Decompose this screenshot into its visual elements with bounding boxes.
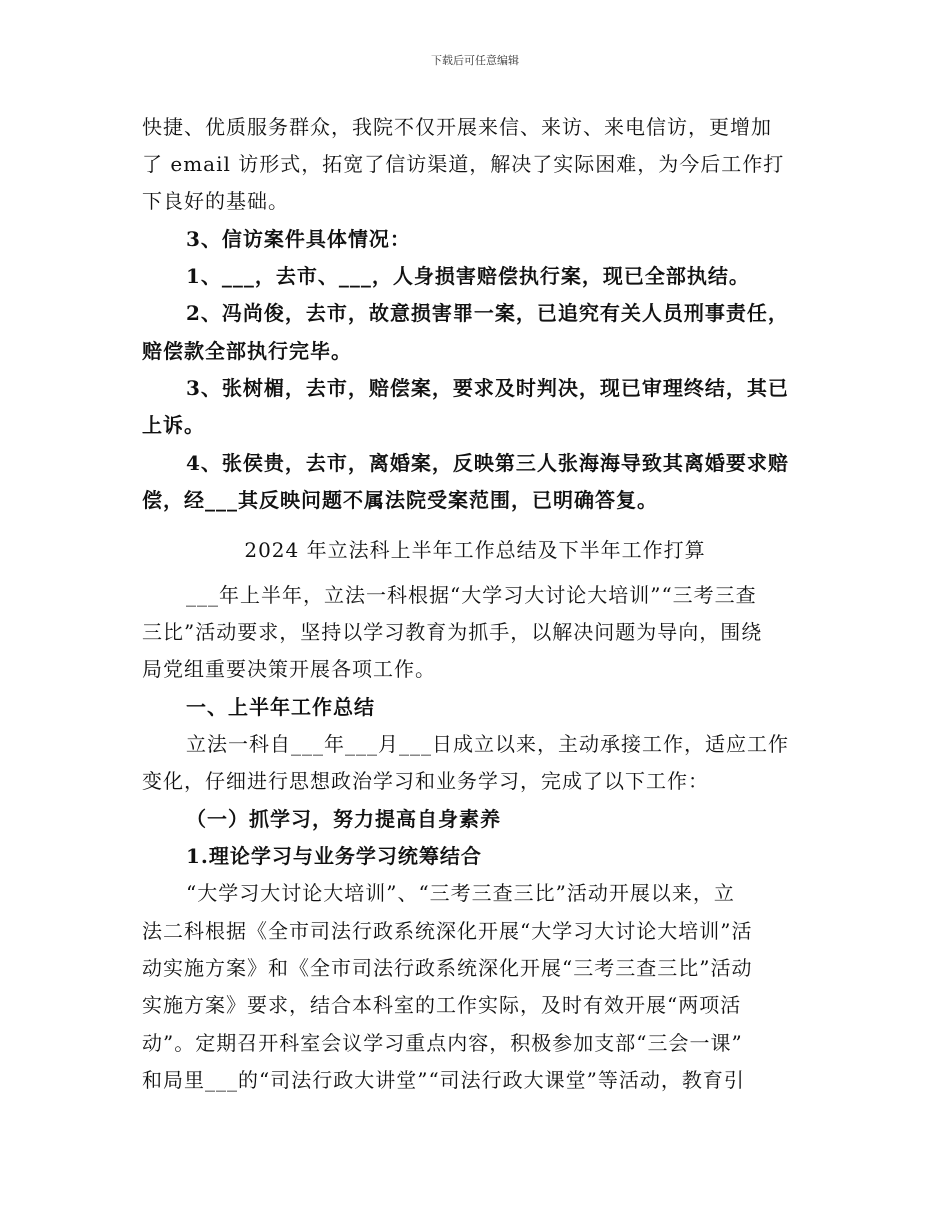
paragraph-line: 动实施方案》和《全市司法行政系统深化开展“三考三查三比”活动 — [142, 956, 753, 980]
paragraph-line: 下良好的基础。 — [142, 189, 289, 213]
case-item: 4、张侯贵，去市，离婚案，反映第三人张海海导致其离婚要求赔 — [186, 451, 789, 475]
section-heading: 3、信访案件具体情况： — [186, 227, 411, 251]
case-item-continued: 上诉。 — [142, 413, 205, 437]
paragraph-line: 快捷、优质服务群众，我院不仅开展来信、来访、来电信访，更增加 — [142, 115, 772, 139]
case-item-continued: 赔偿款全部执行完毕。 — [142, 339, 352, 363]
paragraph-line: “大学习大讨论大培训”、“三考三查三比”活动开展以来，立 — [186, 881, 735, 905]
subsection-heading: （一）抓学习，努力提高自身素养 — [186, 807, 501, 831]
case-item: 3、张树楣，去市，赔偿案，要求及时判决，现已审理终结，其已 — [186, 376, 789, 400]
paragraph-line: ___年上半年，立法一科根据“大学习大讨论大培训”“三考三查 — [186, 583, 757, 607]
case-item-continued: 偿，经___其反映问题不属法院受案范围，已明确答复。 — [142, 488, 658, 512]
paragraph-line: 局党组重要决策开展各项工作。 — [142, 657, 436, 681]
paragraph-line: 动”。定期召开科室会议学习重点内容，积极参加支部“三会一课” — [142, 1031, 743, 1055]
case-item: 2、冯尚俊，去市，故意损害罪一案，已追究有关人员刑事责任， — [186, 301, 789, 325]
document-title: 2024 年立法科上半年工作总结及下半年工作打算 — [244, 538, 706, 562]
paragraph-line: 实施方案》要求，结合本科室的工作实际，及时有效开展“两项活 — [142, 993, 742, 1017]
paragraph-line: 法二科根据《全市司法行政系统深化开展“大学习大讨论大培训”活 — [142, 919, 753, 943]
paragraph-line: 三比”活动要求，坚持以学习教育为抓手，以解决问题为导向，围绕 — [142, 620, 763, 644]
case-item: 1、___，去市、___，人身损害赔偿执行案，现已全部执结。 — [186, 264, 750, 288]
paragraph-line: 变化，仔细进行思想政治学习和业务学习，完成了以下工作： — [142, 769, 709, 793]
section-heading: 一、上半年工作总结 — [186, 695, 375, 719]
page-header: 下载后可任意编辑 — [431, 54, 519, 67]
subsection-heading: 1.理论学习与业务学习统筹结合 — [186, 844, 482, 868]
paragraph-line: 了 email 访形式，拓宽了信访渠道，解决了实际困难，为今后工作打 — [142, 152, 785, 176]
paragraph-line: 和局里___的“司法行政大讲堂”“司法行政大课堂”等活动，教育引 — [142, 1068, 745, 1092]
paragraph-line: 立法一科自___年___月___日成立以来，主动承接工作，适应工作 — [186, 732, 789, 756]
